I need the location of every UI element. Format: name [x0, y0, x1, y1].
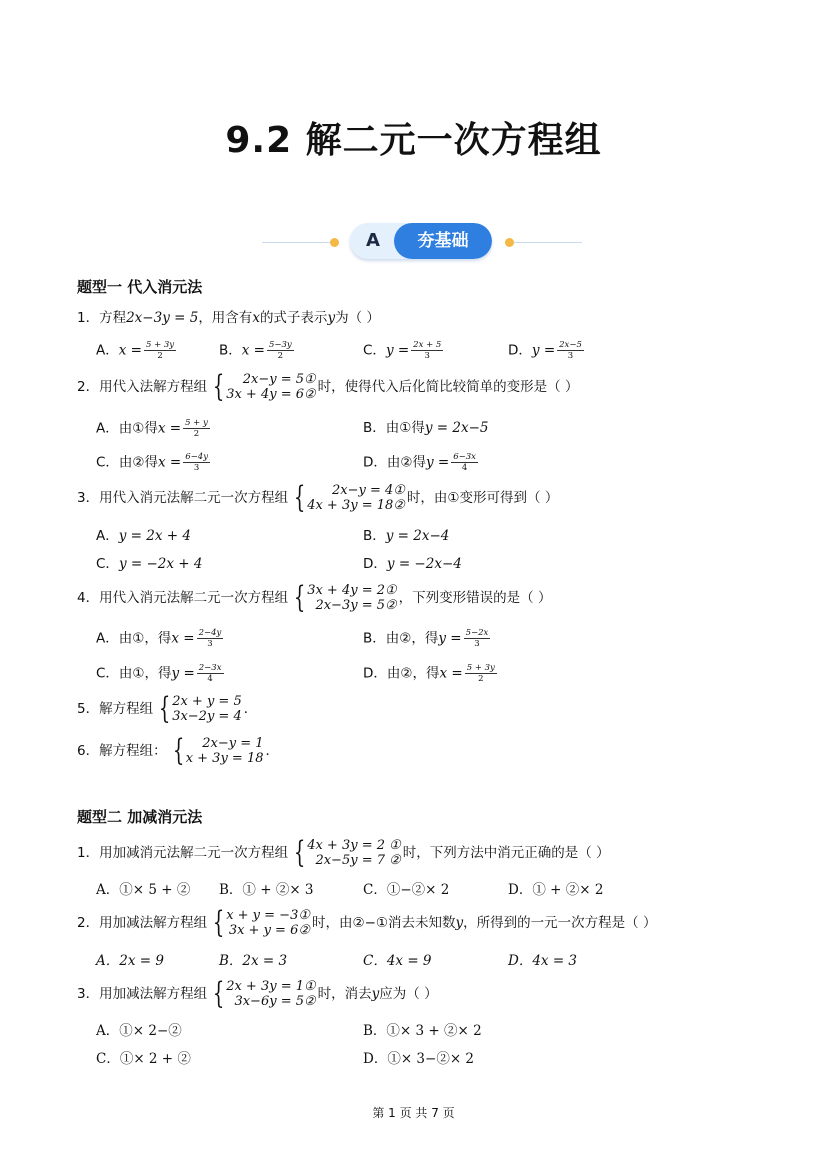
- page-footer: 第 1 页 共 7 页: [372, 1106, 455, 1120]
- fraction: [557, 340, 584, 361]
- equation-system: { 3x + 4y = 2① 2x−3y = 5②: [293, 580, 397, 615]
- option-d[interactable]: D．① + ②× 2: [508, 882, 604, 898]
- question-text: 3．用代入消元法解二元一次方程组: [77, 490, 289, 506]
- option-c[interactable]: [96, 663, 226, 684]
- question-5: [77, 691, 258, 726]
- fraction: [183, 452, 210, 473]
- option-c[interactable]: C．①−②× 2: [363, 882, 450, 898]
- system-row: 3x + y = 6②: [228, 923, 310, 938]
- option-b[interactable]: B．① + ②× 3: [219, 882, 314, 898]
- option-a[interactable]: [96, 418, 212, 439]
- question-text: 5．解方程组: [77, 701, 154, 717]
- question-text: 1．用加减消元法解二元一次方程组: [77, 845, 289, 861]
- option-d[interactable]: [363, 663, 499, 684]
- question-text: 的式子表示: [259, 310, 328, 326]
- fraction-denominator: 2: [193, 429, 200, 439]
- system-row: 2x−y = 1: [202, 736, 264, 751]
- fraction-numerator: 5 + 3y: [466, 663, 495, 673]
- system-row: 2x−5y = 7 ②: [315, 853, 401, 868]
- banner-dot-left: [330, 238, 339, 247]
- option-label: D．由②，得: [363, 665, 440, 682]
- section-banner: [262, 222, 582, 262]
- variable: y: [455, 915, 464, 931]
- option-a[interactable]: [96, 340, 178, 361]
- question-text: ．: [265, 743, 279, 759]
- equation-system: { 4x + 3y = 2 ① 2x−5y = 7 ②: [293, 835, 401, 870]
- section-title-substitution: 题型一 代入消元法: [77, 278, 203, 296]
- option-a[interactable]: [96, 526, 191, 546]
- option-label: C．: [363, 342, 386, 359]
- question-text: 2．用加减法解方程组: [77, 915, 208, 931]
- option-d[interactable]: [508, 340, 586, 361]
- option-c[interactable]: C．4x = 9: [363, 953, 432, 969]
- question-text: ，下列变形错误的是（ ）: [398, 590, 552, 606]
- system-row: 3x−2y = 4: [172, 709, 242, 724]
- fraction-denominator: 3: [474, 639, 480, 649]
- fraction-denominator: 2: [277, 351, 284, 361]
- fraction-denominator: 2: [478, 674, 484, 684]
- option-d[interactable]: D．①× 3−②× 2: [363, 1051, 475, 1067]
- fraction-numerator: 5 + 3y: [145, 340, 175, 350]
- fraction: [197, 628, 224, 649]
- question-text: 6．解方程组：: [77, 743, 167, 759]
- option-lhs: y =: [438, 630, 462, 647]
- equation-system: { 2x−y = 1 x + 3y = 18: [172, 733, 264, 768]
- option-expression: y = −2x + 4: [118, 556, 203, 572]
- question-6: [77, 733, 279, 768]
- fraction-numerator: 2x−5: [559, 340, 582, 350]
- option-a[interactable]: A．①× 5 + ②: [96, 882, 191, 898]
- option-d[interactable]: [363, 452, 480, 473]
- system-row: 2x−y = 4①: [332, 483, 405, 498]
- system-row: 3x + 4y = 2①: [307, 583, 397, 598]
- option-label: D．由②得: [363, 454, 426, 471]
- option-c[interactable]: [363, 340, 445, 361]
- option-label: B．: [219, 342, 242, 359]
- option-lhs: x =: [171, 630, 195, 647]
- option-label: A．: [96, 342, 119, 359]
- question-text: 2．用代入法解方程组: [77, 379, 208, 395]
- fraction: [465, 663, 497, 684]
- option-a[interactable]: A．2x = 9: [96, 953, 164, 969]
- option-lhs: x =: [158, 454, 182, 471]
- fraction: [267, 340, 294, 361]
- option-lhs: x =: [157, 420, 182, 437]
- banner-line-left: [262, 242, 334, 243]
- option-expression: y = 2x + 4: [118, 528, 191, 544]
- question-1: [77, 308, 380, 328]
- option-label: D．: [508, 342, 532, 359]
- question-text: ，所得到的一元一次方程是（ ）: [463, 915, 657, 931]
- equation-system: { 2x−y = 4① 4x + 3y = 18②: [293, 480, 405, 515]
- option-label: B．由①得: [363, 420, 425, 436]
- fraction-denominator: 4: [207, 674, 213, 684]
- fraction: [464, 628, 491, 649]
- question-text: 时，消去: [317, 986, 372, 1002]
- fraction-numerator: 2−4y: [198, 628, 222, 638]
- banner-line-right: [514, 242, 582, 243]
- fraction-numerator: 5−3y: [268, 340, 292, 350]
- banner-letter: A: [366, 230, 380, 251]
- system-row: x + 3y = 18: [185, 751, 264, 766]
- equation-system: { 2x−y = 5① 3x + 4y = 6②: [212, 369, 316, 404]
- section-title-elimination: 题型二 加减消元法: [77, 808, 203, 826]
- banner-dot-right: [505, 238, 514, 247]
- variable: y: [371, 986, 380, 1002]
- equation-system: { x + y = −3① 3x + y = 6②: [212, 905, 310, 940]
- system-row: 2x + y = 5: [172, 694, 242, 709]
- option-label: D．: [363, 556, 387, 572]
- option-c[interactable]: [96, 452, 212, 473]
- option-b[interactable]: B．①× 3 + ②× 2: [363, 1023, 482, 1039]
- system-row: x + y = −3①: [226, 908, 310, 923]
- fraction-denominator: 2: [157, 351, 163, 361]
- question-2-1: [77, 835, 610, 870]
- fraction: [183, 418, 210, 439]
- equation-system: { 2x + y = 5 3x−2y = 4: [158, 691, 242, 726]
- option-a[interactable]: A．①× 2−②: [96, 1023, 182, 1039]
- banner-pill: [350, 223, 492, 259]
- option-expression: y = 2x−4: [385, 528, 450, 544]
- system-row: 4x + 3y = 18②: [307, 498, 405, 513]
- fraction-numerator: 6−4y: [185, 452, 208, 462]
- option-b[interactable]: [363, 628, 492, 649]
- fraction-numerator: 6−3x: [453, 452, 476, 462]
- question-text: 3．用加减法解方程组: [77, 986, 208, 1002]
- option-label: A．: [96, 528, 119, 544]
- question-4: [77, 580, 552, 615]
- option-d[interactable]: [363, 554, 462, 574]
- banner-label: 夯基础: [394, 223, 492, 259]
- option-lhs: y =: [171, 665, 195, 682]
- option-label: B．: [363, 528, 386, 544]
- fraction: [411, 340, 443, 361]
- question-2-2: [77, 905, 657, 940]
- question-text: 时，下列方法中消元正确的是（ ）: [402, 845, 610, 861]
- system-row: 2x−3y = 5②: [315, 598, 397, 613]
- fraction-numerator: 5−2x: [465, 628, 489, 638]
- fraction-numerator: 5 + y: [185, 418, 208, 428]
- fraction-denominator: 3: [424, 351, 430, 361]
- variable: x: [252, 310, 260, 326]
- fraction-denominator: 3: [207, 639, 213, 649]
- option-expression: y = 2x−5: [424, 420, 489, 436]
- system-row: 3x + 4y = 6②: [226, 387, 316, 402]
- question-3: [77, 480, 559, 515]
- option-label: C．由②得: [96, 454, 159, 471]
- option-label: A．由①，得: [96, 630, 172, 647]
- fraction: [451, 452, 478, 473]
- question-text: 时，使得代入后化简比较简单的变形是（ ）: [317, 379, 579, 395]
- option-lhs: x =: [241, 342, 265, 359]
- option-b[interactable]: B．2x = 3: [219, 953, 288, 969]
- option-lhs: y =: [385, 342, 410, 359]
- question-2: [77, 369, 579, 404]
- question-text: 应为（ ）: [379, 986, 438, 1002]
- fraction: [197, 663, 224, 684]
- option-label: B．由②，得: [363, 630, 439, 647]
- system-row: 2x + 3y = 1①: [226, 979, 316, 994]
- option-b[interactable]: [363, 526, 449, 546]
- question-text: 1．方程: [77, 310, 127, 326]
- fraction: [144, 340, 176, 361]
- fraction-numerator: 2x + 5: [413, 340, 442, 350]
- equation: 2x−3y = 5: [126, 310, 199, 326]
- equation-system: { 2x + 3y = 1① 3x−6y = 5②: [212, 976, 316, 1011]
- fraction-denominator: 4: [461, 463, 468, 473]
- option-lhs: y =: [426, 454, 450, 471]
- system-row: 2x−y = 5①: [242, 372, 316, 387]
- question-text: 时，由②−①消去未知数: [312, 915, 456, 931]
- system-row: 3x−6y = 5②: [234, 994, 316, 1009]
- question-text: ．: [243, 701, 258, 717]
- question-text: 4．用代入消元法解二元一次方程组: [77, 590, 289, 606]
- fraction-denominator: 3: [193, 463, 200, 473]
- question-text: ，用含有: [198, 310, 253, 326]
- option-expression: y = −2x−4: [386, 556, 462, 572]
- option-lhs: x =: [439, 665, 463, 682]
- page-title: 9.2 解二元一次方程组: [225, 120, 602, 161]
- fraction-numerator: 2−3x: [198, 663, 222, 673]
- option-c[interactable]: [96, 554, 202, 574]
- option-a[interactable]: [96, 628, 225, 649]
- option-label: A．由①得: [96, 420, 158, 437]
- option-d[interactable]: D．4x = 3: [508, 953, 578, 969]
- fraction-denominator: 3: [567, 351, 574, 361]
- question-text: 时，由①变形可得到（ ）: [406, 490, 559, 506]
- system-row: 4x + 3y = 2 ①: [307, 838, 401, 853]
- option-b[interactable]: [363, 418, 489, 438]
- option-lhs: x =: [118, 342, 142, 359]
- option-lhs: y =: [531, 342, 556, 359]
- option-c[interactable]: C．①× 2 + ②: [96, 1051, 191, 1067]
- question-2-3: [77, 976, 438, 1011]
- option-label: C．由①，得: [96, 665, 172, 682]
- option-label: C．: [96, 556, 119, 572]
- option-b[interactable]: [219, 340, 296, 361]
- question-text: 为（ ）: [335, 310, 380, 326]
- variable: y: [327, 310, 336, 326]
